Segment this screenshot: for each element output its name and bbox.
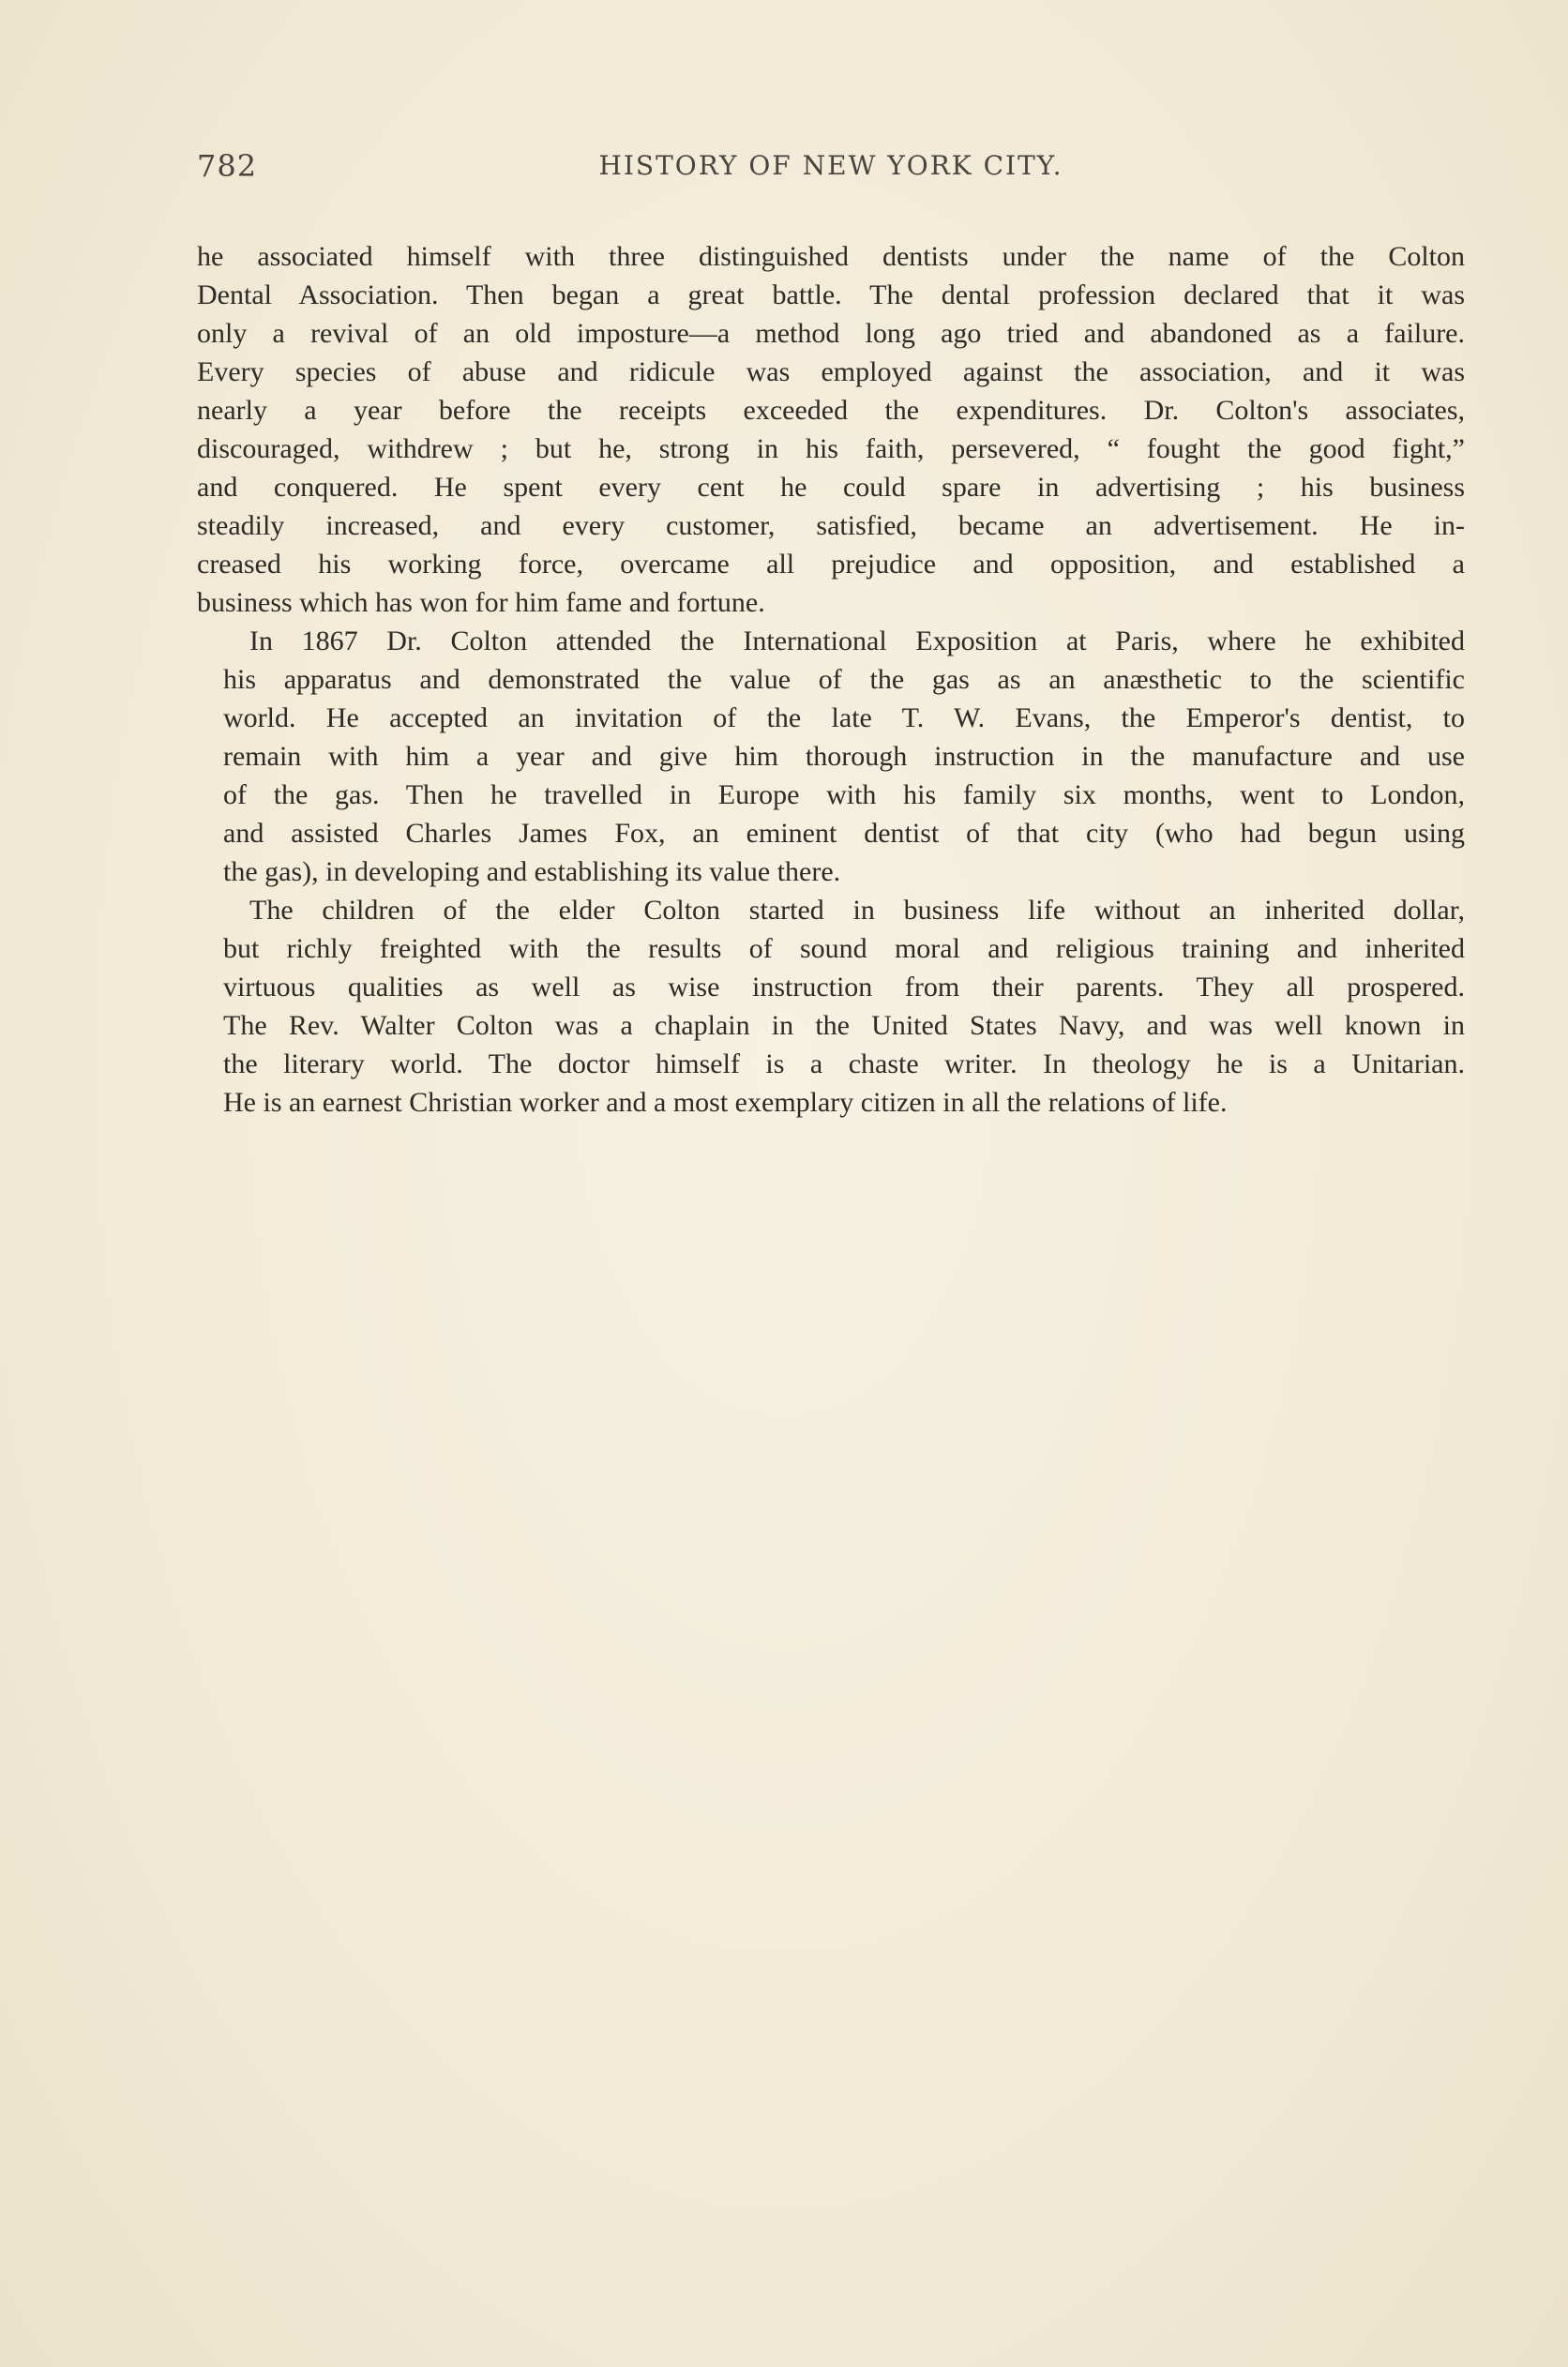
- text-line: nearly a year before the receipts exceeded the expenditures. Dr. Colton's associates,: [197, 395, 1465, 426]
- text-line: the literary world. The doctor himself is a chaste writer. In theology he is a Unitarian.: [223, 1048, 1465, 1079]
- page-header: [197, 148, 1465, 195]
- paragraph-1: [197, 237, 1465, 622]
- text-line: remain with him a year and give him thorough instruction in the manufacture and use: [223, 741, 1465, 772]
- text-line: his apparatus and demonstrated the value of the gas as an anæsthetic to the scientific: [223, 664, 1465, 695]
- running-head: HISTORY OF NEW YORK CITY.: [598, 150, 1063, 181]
- text-line: he associated himself with three distinguished dentists under the name of the Colton: [197, 241, 1465, 272]
- text-line: the gas), in developing and establishing its value there.: [223, 856, 841, 887]
- text-line: discouraged, withdrew ; but he, strong in his faith, persevered, “ fought the good fight,”: [197, 433, 1465, 464]
- text-line: In 1867 Dr. Colton attended the International Exposition at Paris, where he exhibited: [249, 626, 1465, 656]
- text-line: business which has won for him fame and fortune.: [197, 587, 765, 618]
- text-line: creased his working force, overcame all prejudice and opposition, and established a: [197, 549, 1465, 580]
- text-line: He is an earnest Christian worker and a most exemplary citizen in all the relations of life.: [223, 1087, 1228, 1118]
- text-line: only a revival of an old imposture—a method long ago tried and abandoned as a failure.: [197, 318, 1465, 349]
- text-line: steadily increased, and every customer, satisfied, became an advertisement. He in-: [197, 510, 1465, 541]
- text-line: of the gas. Then he travelled in Europe with his family six months, went to London,: [223, 779, 1465, 810]
- body-text: [197, 237, 1465, 1122]
- text-line: Dental Association. Then began a great battle. The dental profession declared that it was: [197, 279, 1465, 310]
- text-line: and assisted Charles James Fox, an eminent dentist of that city (who had begun using: [223, 818, 1465, 849]
- text-line: The Rev. Walter Colton was a chaplain in the United States Navy, and was well known in: [223, 1010, 1465, 1041]
- text-line: but richly freighted with the results of sound moral and religious training and inherited: [223, 933, 1465, 964]
- text-line: world. He accepted an invitation of the late T. W. Evans, the Emperor's dentist, to: [223, 702, 1465, 733]
- paragraph-3: [197, 891, 1465, 1122]
- text-line: virtuous qualities as well as wise instruction from their parents. They all prospered.: [223, 972, 1465, 1003]
- page-number: 782: [197, 148, 258, 184]
- text-line: Every species of abuse and ridicule was employed against the association, and it was: [197, 356, 1465, 387]
- text-line: The children of the elder Colton started in business life without an inherited dollar,: [249, 895, 1465, 926]
- text-line: and conquered. He spent every cent he could spare in advertising ; his business: [197, 472, 1465, 503]
- paragraph-2: [197, 622, 1465, 891]
